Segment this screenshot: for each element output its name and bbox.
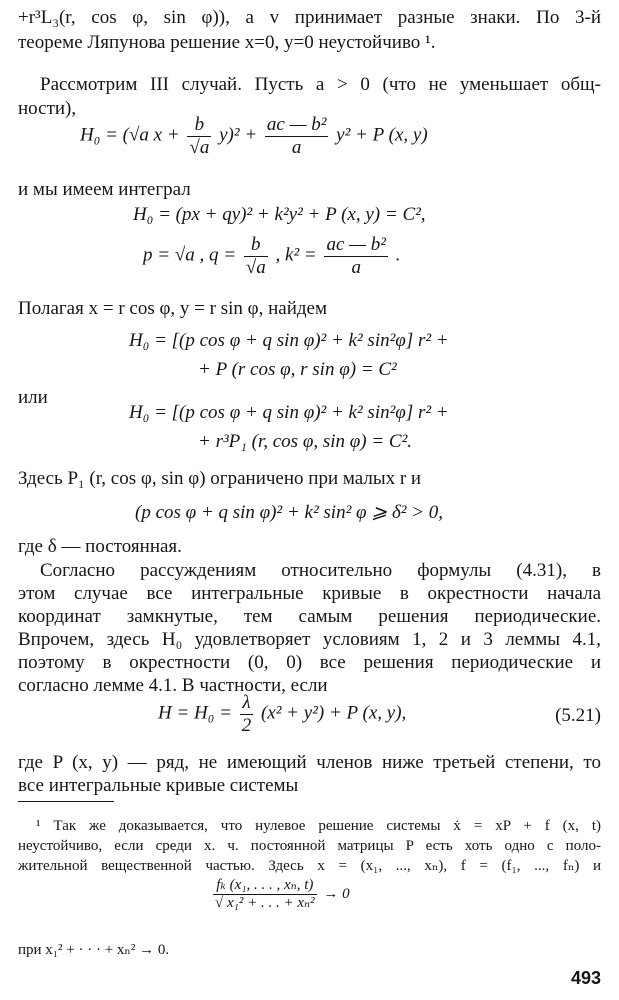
equation-integral: H₀ = (px + qy)² + k²y² + P (x, y) = C², bbox=[133, 204, 426, 225]
footnote-line: ¹ Так же доказывается, что нулевое решение системы ẋ = xP + f (x, t) bbox=[36, 818, 601, 834]
text-line: этом случае все интегральные кривые в окрестности начала bbox=[18, 583, 601, 604]
equation-inequality: (p cos φ + q sin φ)² + k² sin² φ ⩾ δ² > 0, bbox=[135, 502, 444, 523]
page-number: 493 bbox=[570, 968, 601, 988]
text-line: поэтому в окрестности (0, 0) все решения периодические и bbox=[18, 652, 601, 673]
fraction: $\frac{\lambda}{2}$ bbox=[241, 692, 252, 736]
fraction: $\frac{b}{√a}$ bbox=[245, 234, 266, 278]
text-line: координат замкнутые, тем самым решения периодические. bbox=[18, 606, 601, 627]
footnote-line: жительной вещественной частью. Здесь x = (x₁, ..., xₙ), f = (f₁, ..., fₙ) и bbox=[18, 858, 601, 874]
equation-h0-definition: H₀ = (√a x + $\frac{b}{√a}$ y)² + $\frac{\text{ac — b²}}{a}$ y² + P (x, y) bbox=[80, 114, 428, 158]
footnote-equation: $\frac{\text{fₖ (x₁, . . . , xₙ, t)}}{\text{√ x₁² + . . . + xₙ²}}$ → 0 bbox=[215, 877, 350, 912]
text-line: все интегральные кривые системы bbox=[18, 775, 299, 796]
text-line: где δ — постоянная. bbox=[18, 536, 182, 557]
equation-pq: p = √a , q = $\frac{b}{√a}$ , k² = $\frac{\text{ac — b²}}{a}$ . bbox=[143, 234, 401, 278]
text-line: или bbox=[18, 387, 48, 408]
equation-polar-3: H₀ = [(p cos φ + q sin φ)² + k² sin²φ] r² + bbox=[129, 402, 449, 423]
text-line: Согласно рассуждениям относительно формулы (4.31), в bbox=[40, 560, 601, 581]
text-line: Полагая x = r cos φ, y = r sin φ, найдем bbox=[18, 298, 328, 319]
fraction: $\frac{\text{fₖ (x₁, . . . , xₙ, t)}}{\text{√ x₁² + . . . + xₙ²}}$ bbox=[215, 877, 315, 912]
equation-5-21: H = H₀ = $\frac{\lambda}{2}$ (x² + y²) + P (x, y), bbox=[158, 692, 407, 736]
fraction: $\frac{\text{ac — b²}}{a}$ bbox=[326, 234, 386, 278]
text-line: ности), bbox=[18, 98, 77, 119]
footnote-line: при x₁² + · · · + xₙ² → 0. bbox=[18, 942, 170, 958]
text-line: Рассмотрим III случай. Пусть a > 0 (что не уменьшает общ- bbox=[40, 74, 601, 95]
text-line: теореме Ляпунова решение x=0, y=0 неустойчиво ¹. bbox=[18, 32, 436, 53]
fraction: $\frac{b}{√a}$ bbox=[189, 114, 210, 158]
footnote-line: неустойчиво, если среди х. ч. постоянной матрицы P есть хоть одно с поло- bbox=[18, 838, 601, 854]
equation-polar-2: + P (r cos φ, r sin φ) = C² bbox=[198, 359, 397, 380]
equation-polar-1: H₀ = [(p cos φ + q sin φ)² + k² sin²φ] r² + bbox=[129, 330, 449, 351]
footnote-divider bbox=[18, 801, 114, 802]
equation-number: (5.21) bbox=[555, 705, 601, 726]
text-line: согласно лемме 4.1. В частности, если bbox=[18, 675, 328, 696]
equation-polar-4: + r³P₁ (r, cos φ, sin φ) = C². bbox=[198, 431, 413, 452]
text-line: +r³L₃(r, cos φ, sin φ)), а v принимает разные знаки. По 3-й bbox=[18, 7, 601, 28]
text-line: и мы имеем интеграл bbox=[18, 179, 191, 200]
text-line: Здесь P₁ (r, cos φ, sin φ) ограничено при малых r и bbox=[18, 468, 422, 489]
text-line: Впрочем, здесь H₀ удовлетворяет условиям 1, 2 и 3 леммы 4.1, bbox=[18, 629, 601, 650]
fraction: $\frac{\text{ac — b²}}{a}$ bbox=[266, 114, 327, 158]
text-line: где P (x, y) — ряд, не имеющий членов ниже третьей степени, то bbox=[18, 752, 601, 773]
